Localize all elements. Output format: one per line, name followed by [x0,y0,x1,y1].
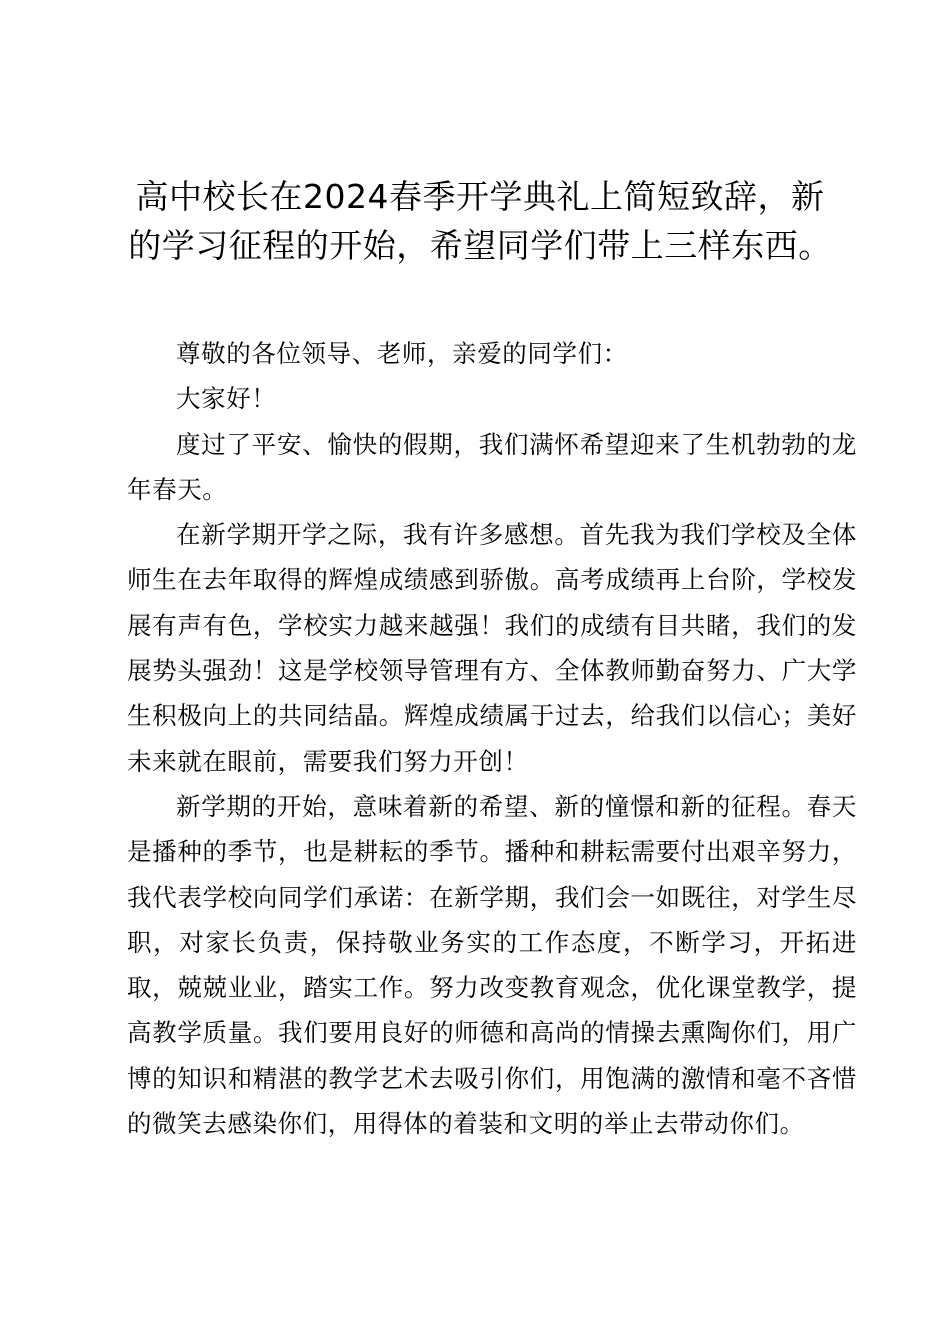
body-paragraph: 度过了平安、愉快的假期，我们满怀希望迎来了生机勃勃的龙年春天。 [127,429,857,504]
body-paragraph: 新学期的开始，意味着新的希望、新的憧憬和新的征程。春天是播种的季节，也是耕耘的季节。播种和耕耘需要付出艰辛努力，我代表学校向同学们承诺：在新学期，我们会一如既往，对学生尽职，对家长负责，保持敬业务实的工作态度，不断学习，开拓进取，兢兢业业，踏实工作。努力改变教育观念，优化课堂教学，提高教学质量。我们要用良好的师德和高尚的情操去熏陶你们，用广博的知识和精湛的教学艺术去吸引你们，用饱满的激情和毫不吝惜的微笑去感染你们，用得体的着装和文明的举止去带动你们。 [127,791,857,1139]
salutation-paragraph: 尊敬的各位领导、老师，亲爱的同学们： [176,339,628,368]
body-paragraph: 在新学期开学之际，我有许多感想。首先我为我们学校及全体师生在去年取得的辉煌成绩感到骄傲。高考成绩再上台阶，学校发展有声有色，学校实力越来越强！我们的成绩有目共睹，我们的发展势头强劲！这是学校领导管理有方、全体教师勤奋努力、广大学生积极向上的共同结晶。辉煌成绩属于过去，给我们以信心；美好未来就在眼前，需要我们努力开创！ [127,520,857,776]
greeting-paragraph: 大家好！ [176,384,277,414]
document-title: 高中校长在2024春季开学典礼上简短致辞，新的学习征程的开始，希望同学们带上三样东西。 [128,177,832,265]
document-body [127,331,857,1146]
